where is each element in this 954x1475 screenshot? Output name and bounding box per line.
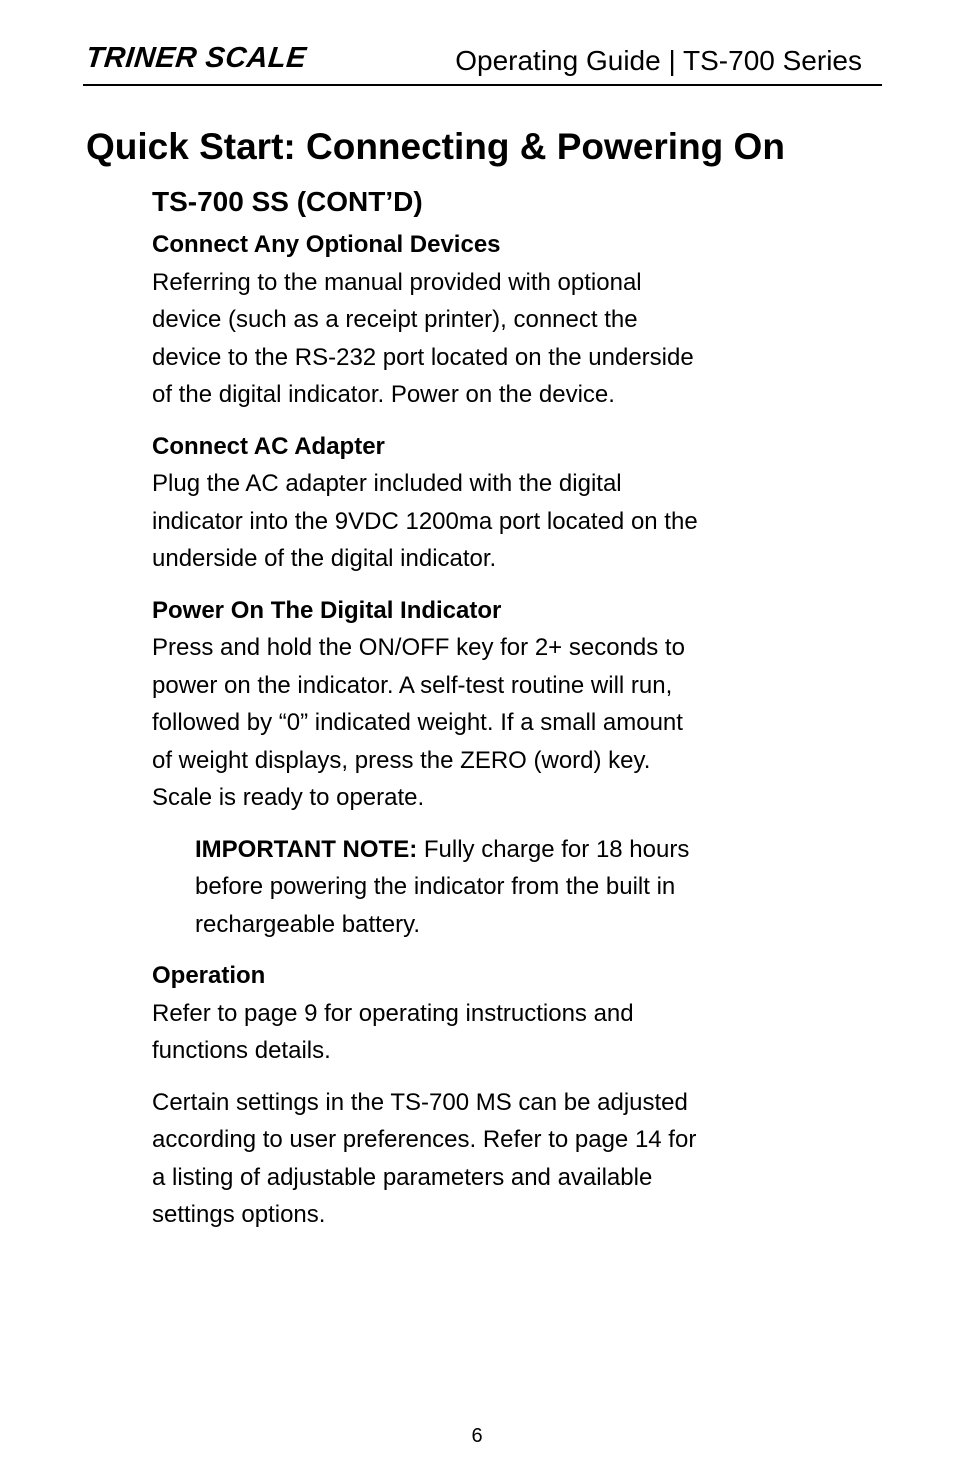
- section-connect-devices: [152, 226, 792, 414]
- text-line: power on the indicator. A self-test routine will run,: [152, 671, 673, 699]
- section-operation: [152, 957, 792, 1070]
- page-header: [83, 40, 882, 86]
- text-line: Plug the AC adapter included with the digital: [152, 470, 622, 497]
- note-text: Fully charge for 18 hours: [417, 835, 690, 863]
- section-heading: Power On The Digital Indicator: [152, 596, 502, 624]
- text-line: underside of the digital indicator.: [152, 545, 497, 572]
- text-line: followed by “0” indicated weight. If a small amount: [152, 709, 683, 736]
- text-line: of weight displays, press the ZERO (word) key.: [152, 746, 651, 774]
- text-line: indicator into the 9VDC 1200ma port located on the: [152, 507, 698, 535]
- section-title: TS-700 SS (CONT’D): [152, 186, 423, 217]
- brand-logo: TRINER SCALE: [84, 42, 309, 74]
- page-title: Quick Start: Connecting & Powering On: [86, 126, 785, 167]
- page-number: 6: [471, 1425, 483, 1447]
- text-line: Referring to the manual provided with optional: [152, 268, 642, 296]
- text-line: of the digital indicator. Power on the device.: [152, 381, 615, 408]
- text-line: Press and hold the ON/OFF key for 2+ seconds to: [152, 634, 685, 661]
- section-power-on: [152, 592, 792, 817]
- note-line: rechargeable battery.: [195, 910, 421, 938]
- section-heading: Operation: [152, 962, 266, 989]
- note-line: before powering the indicator from the built in: [195, 873, 676, 900]
- text-line: Refer to page 9 for operating instructions and: [152, 999, 634, 1027]
- text-line: functions details.: [152, 1037, 331, 1064]
- section-heading: Connect Any Optional Devices: [152, 231, 501, 258]
- note-line: [195, 831, 792, 869]
- text-line: according to user preferences. Refer to page 14 for: [152, 1126, 697, 1153]
- note-label: IMPORTANT NOTE:: [195, 835, 418, 863]
- text-line: device to the RS-232 port located on the underside: [152, 343, 694, 371]
- text-line: a listing of adjustable parameters and available: [152, 1163, 653, 1191]
- text-line: device (such as a receipt printer), connect the: [152, 306, 638, 333]
- section-connect-ac-adapter: [152, 428, 792, 578]
- important-note: [195, 831, 792, 944]
- text-line: settings options.: [152, 1201, 326, 1228]
- text-line: Certain settings in the TS-700 MS can be adjusted: [152, 1088, 688, 1116]
- settings-paragraph: [152, 1084, 792, 1234]
- main-content: [152, 186, 792, 1248]
- guide-title: Operating Guide | TS-700 Series: [455, 45, 862, 76]
- text-line: Scale is ready to operate.: [152, 784, 425, 811]
- section-heading: Connect AC Adapter: [152, 432, 385, 460]
